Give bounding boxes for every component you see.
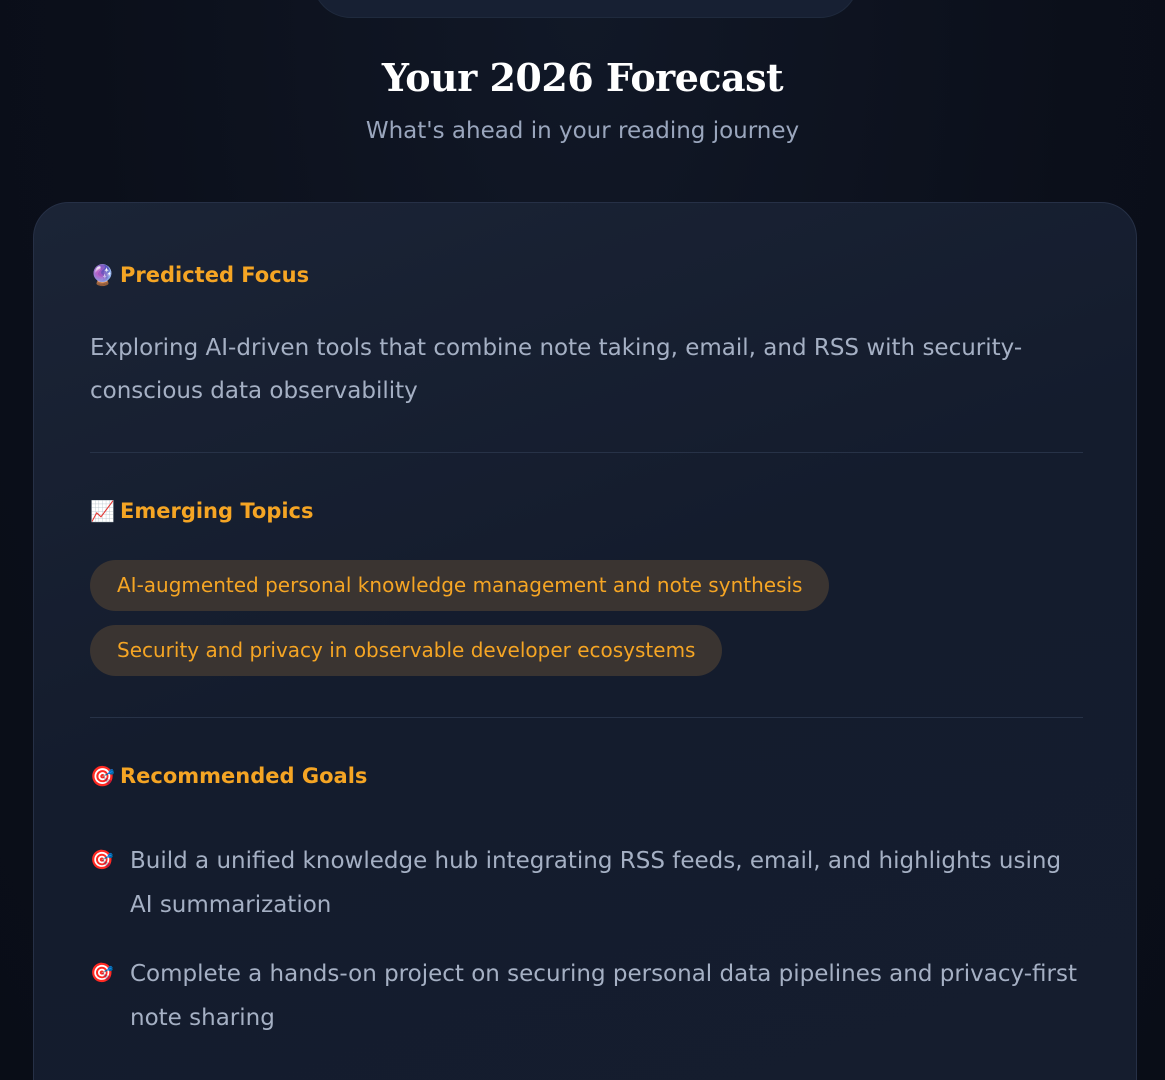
forecast-header — [0, 55, 1165, 144]
goal-item — [90, 839, 1080, 927]
recommended-goals-label: Recommended Goals — [120, 764, 368, 788]
target-icon: 🎯 — [90, 764, 115, 788]
topic-tag: AI-augmented personal knowledge management and note synthesis — [90, 560, 829, 611]
emerging-topics-heading — [90, 499, 314, 523]
predicted-focus-heading — [90, 263, 309, 287]
predicted-focus-text: Exploring AI-driven tools that combine note taking, email, and RSS with security-conscious data observability — [90, 335, 1023, 404]
top-card-edge — [312, 0, 859, 18]
goal-text: Complete a hands-on project on securing personal data pipelines and privacy-first note sharing — [130, 961, 1077, 1031]
goal-text: Build a unified knowledge hub integrating RSS feeds, email, and highlights using AI summarization — [130, 848, 1062, 918]
goal-item — [90, 952, 1080, 1040]
page-subtitle: What's ahead in your reading journey — [365, 118, 800, 144]
crystal-ball-icon: 🔮 — [90, 263, 115, 287]
chart-increasing-icon: 📈 — [90, 499, 115, 523]
predicted-focus-label: Predicted Focus — [120, 263, 310, 287]
forecast-card — [33, 202, 1137, 1080]
topic-tag: Security and privacy in observable developer ecosystems — [90, 625, 722, 676]
page-title: Your 2026 Forecast — [381, 55, 784, 100]
emerging-topics-label: Emerging Topics — [120, 499, 314, 523]
recommended-goals-heading — [90, 764, 367, 788]
target-icon: 🎯 — [90, 962, 114, 984]
section-divider — [90, 717, 1083, 718]
target-icon: 🎯 — [90, 849, 114, 871]
section-divider — [90, 452, 1083, 453]
